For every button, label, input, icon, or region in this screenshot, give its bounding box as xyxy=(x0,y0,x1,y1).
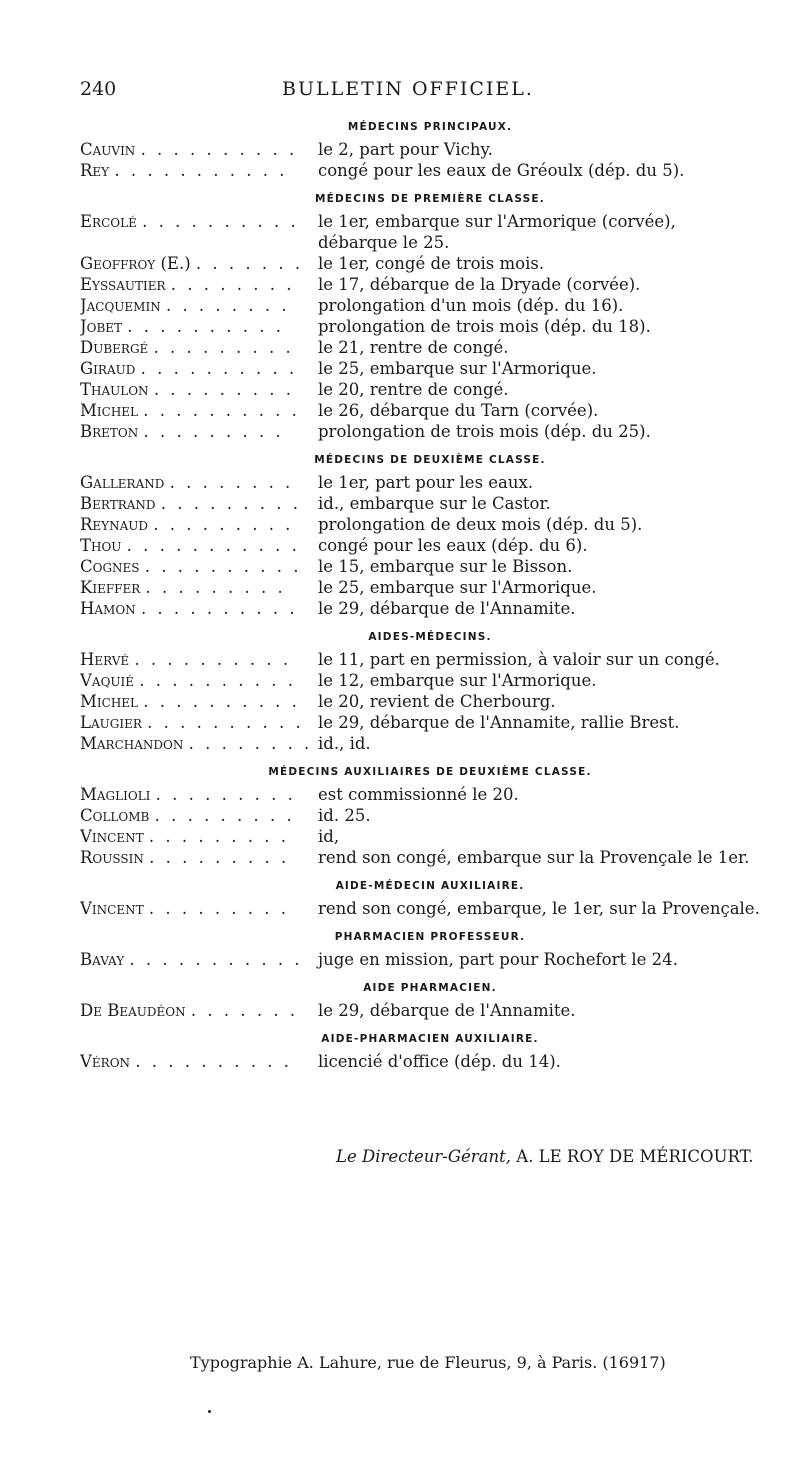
person-name: Rey xyxy=(80,161,110,180)
signature xyxy=(336,1147,753,1166)
entry-description: congé pour les eaux (dép. du 6). xyxy=(318,536,588,555)
leader-dots: . . . . . . . . . xyxy=(153,515,294,534)
entry-name xyxy=(80,649,312,670)
section-heading: MÉDECINS AUXILIAIRES DE DEUXIÈME CLASSE. xyxy=(268,766,592,778)
entry-row xyxy=(80,805,760,826)
entry-description: le 25, embarque sur l'Armorique. xyxy=(318,359,597,378)
leader-dots: . . . . . . . . . . xyxy=(143,401,300,420)
person-name: Dubergé xyxy=(80,338,149,357)
person-name: De Beaudéon xyxy=(80,1001,186,1020)
entry-row xyxy=(80,160,760,181)
leader-dots: . . . . . . . . . . xyxy=(140,599,298,618)
entry-row xyxy=(80,733,760,754)
entry-name xyxy=(80,400,312,421)
entry-name xyxy=(80,577,312,598)
person-name: Vincent xyxy=(80,899,144,918)
leader-dots: . . . . . . . . . xyxy=(148,899,290,918)
entry-row xyxy=(80,1051,760,1072)
person-name: Geoffroy (E.) xyxy=(80,254,191,273)
person-name: Collomb xyxy=(80,806,150,825)
entry-name xyxy=(80,535,312,556)
entry-row xyxy=(80,514,760,535)
running-title: BULLETIN OFFICIEL. xyxy=(282,78,534,100)
entry-description: est commissionné le 20. xyxy=(318,785,519,804)
entry-name xyxy=(80,421,312,442)
leader-dots: . . . . . . . . . . xyxy=(134,650,292,669)
person-name: Thaulon xyxy=(80,380,149,399)
entry-row xyxy=(80,712,760,733)
leader-dots: . . . . . . . xyxy=(190,1001,299,1020)
entry-name xyxy=(80,160,312,181)
person-name: Cognes xyxy=(80,557,140,576)
entry-description: le 26, débarque du Tarn (corvée). xyxy=(318,401,599,420)
entry-name xyxy=(80,733,312,754)
leader-dots: . . . . . . . . . . . xyxy=(126,536,300,555)
person-name: Breton xyxy=(80,422,139,441)
person-name: Michel xyxy=(80,401,139,420)
person-name: Giraud xyxy=(80,359,136,378)
entry-name xyxy=(80,898,312,919)
entry-description: rend son congé, embarque sur la Provençale le 1er. xyxy=(318,848,750,867)
person-name: Laugier xyxy=(80,713,142,732)
entry-description: le 20, rentre de congé. xyxy=(318,380,509,399)
entry-row xyxy=(80,493,760,514)
entry-name xyxy=(80,379,312,400)
entry-name xyxy=(80,1051,312,1072)
leader-dots: . . . . . . . . . xyxy=(154,806,295,825)
entry-name xyxy=(80,472,312,493)
entry-row xyxy=(80,649,760,670)
person-name: Jacquemin xyxy=(80,296,161,315)
entry-description: le 29, débarque de l'Annamite. xyxy=(318,599,576,618)
entry-row xyxy=(80,826,760,847)
entry-row xyxy=(80,295,760,316)
entry-row xyxy=(80,400,760,421)
signature-name: A. LE ROY DE MÉRICOURT. xyxy=(516,1147,754,1166)
entry-row xyxy=(80,847,760,868)
entry-row xyxy=(80,358,760,379)
entry-description: le 1er, embarque sur l'Armorique (corvée), débarque le 25. xyxy=(318,212,676,252)
leader-dots: . . . . . . . . . . xyxy=(144,557,302,576)
person-name: Gallerand xyxy=(80,473,165,492)
entry-description: prolongation de trois mois (dép. du 18). xyxy=(318,317,651,336)
entry-name xyxy=(80,316,312,337)
entry-description: le 12, embarque sur l'Armorique. xyxy=(318,671,597,690)
leader-dots: . . . . . . . . . . xyxy=(142,212,299,231)
entry-description: le 2, part pour Vichy. xyxy=(318,140,493,159)
entry-description: le 1er, part pour les eaux. xyxy=(318,473,534,492)
leader-dots: . . . . . . . . . . xyxy=(127,317,284,336)
entry-row xyxy=(80,421,760,442)
leader-dots: . . . . . . . . . . xyxy=(140,140,298,159)
ink-speck xyxy=(208,1410,211,1413)
entry-description: le 21, rentre de congé. xyxy=(318,338,509,357)
entry-row xyxy=(80,556,760,577)
entry-name xyxy=(80,337,312,358)
person-name: Bertrand xyxy=(80,494,156,513)
person-name: Jobet xyxy=(80,317,123,336)
leader-dots: . . . . . . . . . . xyxy=(140,359,298,378)
leader-dots: . . . . . . . . . xyxy=(160,494,301,513)
page-number: 240 xyxy=(80,78,117,100)
entry-row xyxy=(80,949,760,970)
entry-row xyxy=(80,472,760,493)
entry-name xyxy=(80,805,312,826)
entry-name xyxy=(80,847,312,868)
leader-dots: . . . . . . . . . xyxy=(148,827,290,846)
entry-name xyxy=(80,784,312,805)
person-name: Marchandon xyxy=(80,734,184,753)
leader-dots: . . . . . . . . . xyxy=(155,785,296,804)
leader-dots: . . . . . . . . . . xyxy=(147,713,304,732)
person-name: Hervé xyxy=(80,650,130,669)
section-heading: AIDE-PHARMACIEN AUXILIAIRE. xyxy=(321,1033,539,1045)
entry-row xyxy=(80,577,760,598)
entry-description: juge en mission, part pour Rochefort le 24. xyxy=(318,950,678,969)
entry-description: prolongation d'un mois (dép. du 16). xyxy=(318,296,624,315)
person-name: Thou xyxy=(80,536,122,555)
leader-dots: . . . . . . . . . . xyxy=(139,671,296,690)
entry-row xyxy=(80,691,760,712)
person-name: Cauvin xyxy=(80,140,136,159)
person-name: Véron xyxy=(80,1052,131,1071)
entry-name xyxy=(80,514,312,535)
entry-row xyxy=(80,535,760,556)
entry-name xyxy=(80,295,312,316)
leader-dots: . . . . . . . . xyxy=(188,734,312,753)
section-heading: AIDE PHARMACIEN. xyxy=(363,982,497,994)
entry-name xyxy=(80,139,312,160)
entry-description: le 29, débarque de l'Annamite, rallie Brest. xyxy=(318,713,680,732)
entry-row xyxy=(80,139,760,160)
entry-row xyxy=(80,316,760,337)
person-name: Eyssautier xyxy=(80,275,166,294)
entry-description: prolongation de deux mois (dép. du 5). xyxy=(318,515,643,534)
entry-name xyxy=(80,253,312,274)
entry-row xyxy=(80,670,760,691)
section-heading: MÉDECINS PRINCIPAUX. xyxy=(347,121,513,133)
entry-description: id, xyxy=(318,827,340,846)
entry-name xyxy=(80,712,312,733)
leader-dots: . . . . . . . . xyxy=(170,275,295,294)
leader-dots: . . . . . . . . . xyxy=(149,848,290,867)
entry-description: le 20, revient de Cherbourg. xyxy=(318,692,556,711)
leader-dots: . . . . . . . . . . . xyxy=(114,161,288,180)
entry-name xyxy=(80,493,312,514)
entry-description: le 25, embarque sur l'Armorique. xyxy=(318,578,597,597)
person-name: Michel xyxy=(80,692,139,711)
person-name: Kieffer xyxy=(80,578,141,597)
leader-dots: . . . . . . . . xyxy=(165,296,290,315)
entry-description: licencié d'office (dép. du 14). xyxy=(318,1052,561,1071)
appointments-list xyxy=(80,115,760,1072)
entry-row xyxy=(80,253,760,274)
entry-name xyxy=(80,1000,312,1021)
leader-dots: . . . . . . . xyxy=(195,254,304,273)
entry-row xyxy=(80,337,760,358)
person-name: Vaquié xyxy=(80,671,135,690)
person-name: Maglioli xyxy=(80,785,151,804)
person-name: Vincent xyxy=(80,827,144,846)
entry-description: id., embarque sur le Castor. xyxy=(318,494,551,513)
entry-name xyxy=(80,358,312,379)
person-name: Reynaud xyxy=(80,515,149,534)
page-header xyxy=(80,78,736,104)
section-heading: MÉDECINS DE PREMIÈRE CLASSE. xyxy=(314,193,545,205)
entry-row xyxy=(80,274,760,295)
printer-imprint: Typographie A. Lahure, rue de Fleurus, 9, à Paris. (16917) xyxy=(190,1353,666,1372)
signature-title: Le Directeur-Gérant, xyxy=(336,1147,512,1166)
entry-description: le 29, débarque de l'Annamite. xyxy=(318,1001,576,1020)
entry-description: le 1er, congé de trois mois. xyxy=(318,254,545,273)
entry-name xyxy=(80,691,312,712)
person-name: Hamon xyxy=(80,599,136,618)
leader-dots: . . . . . . . . xyxy=(169,473,294,492)
entry-name xyxy=(80,598,312,619)
person-name: Bavay xyxy=(80,950,125,969)
leader-dots: . . . . . . . . . xyxy=(153,380,294,399)
section-heading: AIDE-MÉDECIN AUXILIAIRE. xyxy=(335,880,525,892)
entry-name xyxy=(80,211,312,253)
entry-row xyxy=(80,898,760,919)
entry-name xyxy=(80,556,312,577)
entry-description: le 11, part en permission, à valoir sur un congé. xyxy=(318,650,720,669)
entry-description: rend son congé, embarque, le 1er, sur la Provençale. xyxy=(318,899,760,918)
person-name: Ercolé xyxy=(80,212,137,231)
entry-description: id., id. xyxy=(318,734,371,753)
entry-row xyxy=(80,1000,760,1021)
entry-row xyxy=(80,784,760,805)
section-heading: PHARMACIEN PROFESSEUR. xyxy=(334,931,526,943)
entry-description: prolongation de trois mois (dép. du 25). xyxy=(318,422,651,441)
entry-row xyxy=(80,379,760,400)
entry-description: congé pour les eaux de Gréoulx (dép. du 5). xyxy=(318,161,685,180)
leader-dots: . . . . . . . . . xyxy=(143,422,284,441)
entry-row xyxy=(80,598,760,619)
entry-description: id. 25. xyxy=(318,806,371,825)
leader-dots: . . . . . . . . . xyxy=(153,338,294,357)
leader-dots: . . . . . . . . . . xyxy=(135,1052,292,1071)
person-name: Roussin xyxy=(80,848,144,867)
entry-description: le 15, embarque sur le Bisson. xyxy=(318,557,573,576)
leader-dots: . . . . . . . . . . xyxy=(143,692,300,711)
leader-dots: . . . . . . . . . xyxy=(145,578,286,597)
section-heading: AIDES-MÉDECINS. xyxy=(368,631,492,643)
entry-name xyxy=(80,949,312,970)
section-heading: MÉDECINS DE DEUXIÈME CLASSE. xyxy=(314,454,546,466)
entry-description: le 17, débarque de la Dryade (corvée). xyxy=(318,275,641,294)
entry-name xyxy=(80,670,312,691)
leader-dots: . . . . . . . . . . . xyxy=(129,950,303,969)
entry-name xyxy=(80,274,312,295)
entry-row xyxy=(80,211,760,253)
entry-name xyxy=(80,826,312,847)
